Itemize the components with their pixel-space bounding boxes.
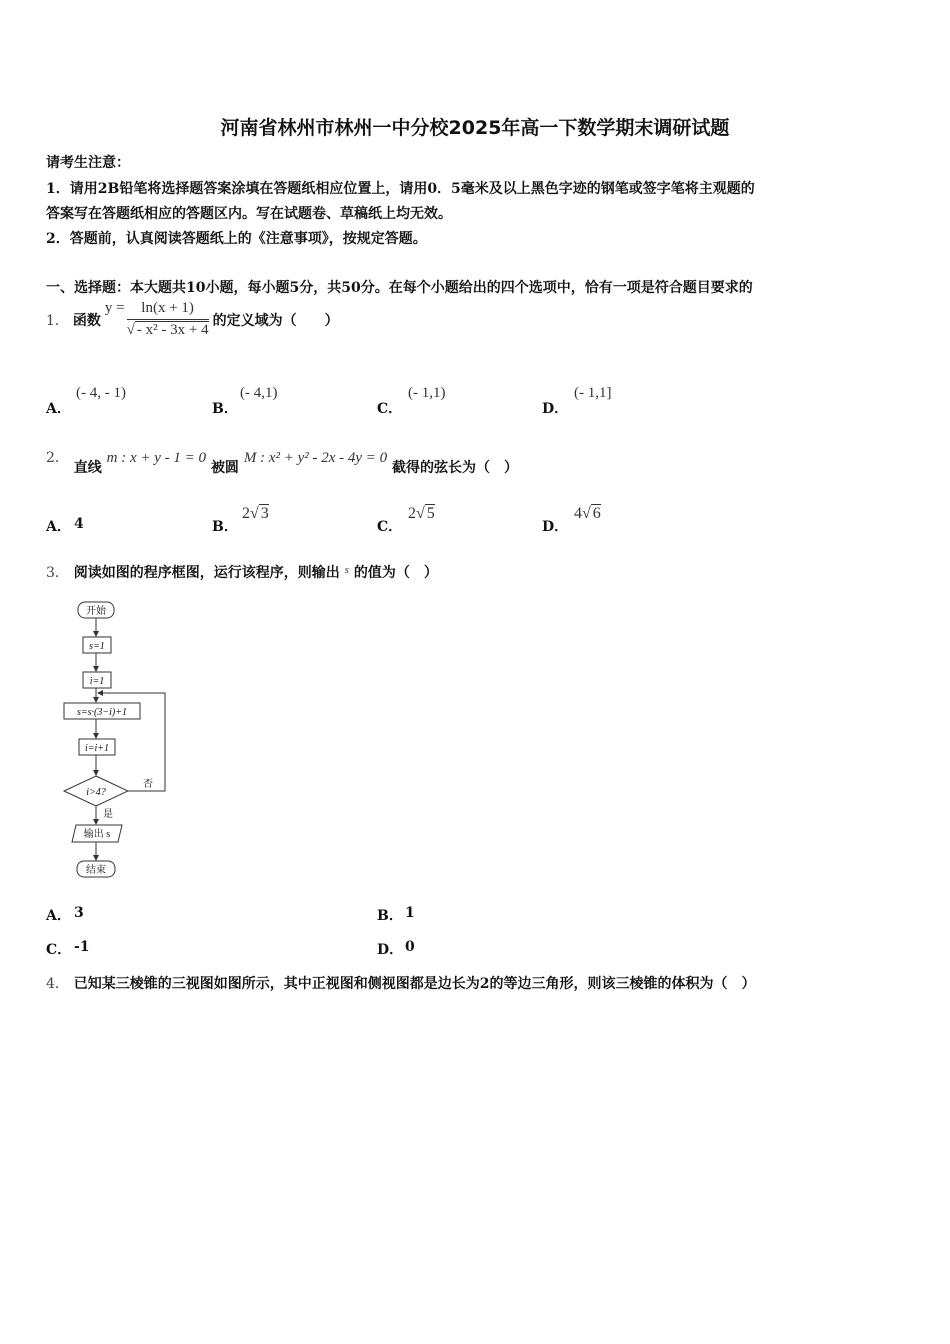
section-heading: 一、选择题：本大题共10小题，每小题5分，共50分。在每个小题给出的四个选项中，恰有一项是符合题目要求的 (46, 280, 753, 296)
option-b-label[interactable]: B． (212, 519, 238, 535)
flow-i-init-label: i=1 (89, 676, 105, 687)
option-c-label[interactable]: C． (377, 519, 403, 535)
notice-item-1-line-1: 1．请用2B铅笔将选择题答案涂填在答题纸相应位置上，请用0．5毫米及以上黑色字迹的钢笔或签字笔将主观题的 (46, 181, 755, 197)
flow-start-label: 开始 (86, 606, 106, 617)
option-a-value: 3 (74, 905, 84, 921)
option-d-value: 0 (405, 939, 415, 955)
option-d-value: (- 1,1] (574, 385, 612, 401)
flow-end-label: 结束 (86, 865, 106, 876)
question-1 (46, 300, 339, 339)
question-text-tail: 截得的弦长为（ ） (392, 460, 519, 476)
option-b-label[interactable]: B． (212, 401, 238, 417)
flow-update-i-label: i=i+1 (84, 743, 110, 754)
question-text: 函数 (72, 312, 101, 329)
option-b-radicand: 3 (260, 505, 269, 522)
flow-s-init-label: s=1 (89, 641, 105, 652)
page-title: 河南省林州市林州一中分校2025年高一下数学期末调研试题 (220, 117, 730, 139)
question-number: 2． (46, 450, 69, 466)
flow-update-s-label: s=s·(3−i)+1 (77, 707, 127, 718)
question-text-tail: 的定义域为（ ） (212, 312, 339, 329)
option-d-coef: 4 (574, 505, 582, 522)
question-text: 直线 (73, 460, 102, 476)
formula-denominator: √ - x² - 3x + 4 (126, 322, 209, 338)
option-d-radicand: 6 (592, 505, 601, 522)
q2-options (46, 505, 926, 535)
flow-condition-label: i>4? (86, 787, 106, 798)
option-a-label[interactable]: A． (46, 519, 71, 535)
notice-item-1-line-2: 答案写在答题纸相应的答题区内。写在试题卷、草稿纸上均无效。 (46, 206, 452, 222)
option-c-value: 2√ 5 (408, 505, 435, 522)
formula-var: s (344, 564, 349, 576)
option-a-label[interactable]: A． (46, 908, 71, 924)
flow-no-label: 否 (143, 779, 153, 790)
option-c-label[interactable]: C． (377, 401, 403, 417)
question-3 (46, 562, 438, 582)
option-c-label[interactable]: C． (46, 942, 72, 958)
question-text: 已知某三棱锥的三视图如图所示，其中正视图和侧视图都是边长为2的等边三角形，则该三棱锥的体积为（ ） (73, 976, 756, 992)
option-c-value: (- 1,1) (408, 385, 446, 401)
flow-yes-label: 是 (103, 809, 113, 820)
question-text-mid: 被圆 (210, 460, 239, 476)
question-text-tail: 的值为（ ） (353, 565, 438, 581)
notice-item-2: 2．答题前，认真阅读答题纸上的《注意事项》，按规定答题。 (46, 231, 427, 247)
question-4 (46, 973, 756, 993)
formula-line: m : x + y - 1 = 0 (106, 450, 207, 466)
question-text: 阅读如图的程序框图，运行该程序，则输出 (73, 565, 340, 581)
formula-fraction (127, 300, 209, 339)
flow-output-label: 输出 s (83, 829, 111, 840)
formula-y-eq: y = (104, 300, 125, 316)
option-d-value: 4√ 6 (574, 505, 601, 522)
option-a-value: 4 (74, 516, 84, 532)
question-number: 4． (46, 976, 69, 992)
option-a-value: (- 4, - 1) (76, 385, 126, 401)
notice-heading: 请考生注意： (46, 155, 130, 171)
option-b-value: (- 4,1) (240, 385, 278, 401)
option-b-value: 2√ 3 (242, 505, 269, 522)
q1-options (46, 385, 926, 415)
option-b-label[interactable]: B． (377, 908, 403, 924)
formula-circle: M : x² + y² - 2x - 4y = 0 (243, 450, 388, 466)
option-a-label[interactable]: A． (46, 401, 71, 417)
option-c-value: -1 (74, 939, 90, 955)
flowchart-svg (58, 598, 188, 888)
option-b-value: 1 (405, 905, 415, 921)
formula-radicand: - x² - 3x + 4 (136, 322, 209, 338)
flowchart (58, 598, 188, 892)
option-d-label[interactable]: D． (542, 401, 569, 417)
option-b-coef: 2 (242, 505, 250, 522)
option-d-label[interactable]: D． (542, 519, 569, 535)
option-c-radicand: 5 (426, 505, 435, 522)
question-number: 1． (46, 312, 69, 329)
formula-numerator: ln(x + 1) (127, 300, 209, 320)
question-2 (46, 447, 519, 476)
q3-options (46, 905, 926, 965)
option-c-coef: 2 (408, 505, 416, 522)
option-d-label[interactable]: D． (377, 942, 404, 958)
question-number: 3． (46, 565, 69, 581)
